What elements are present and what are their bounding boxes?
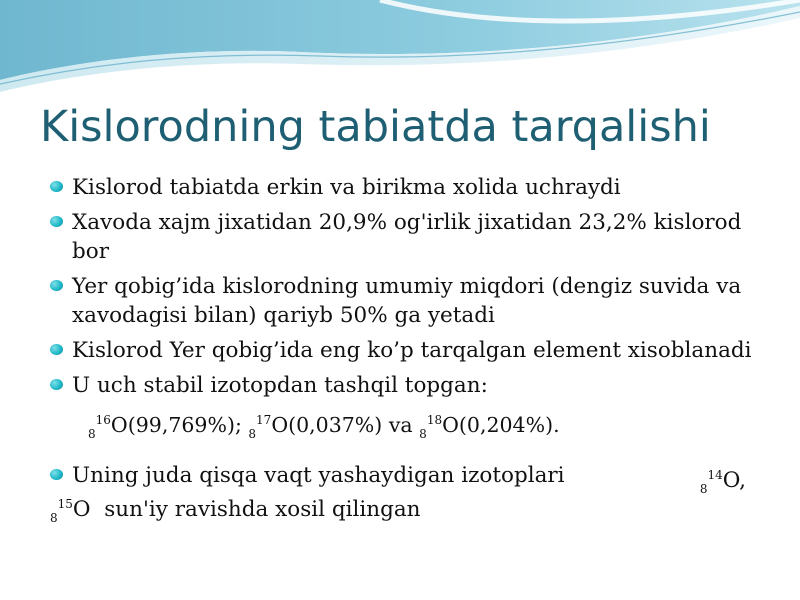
punctuation: , (739, 468, 746, 493)
bullet-text: Kislorod tabiatda erkin va birikma xolida uchraydi (72, 175, 621, 200)
atomic-number: 8 (419, 427, 427, 441)
bullet-dot-icon (50, 379, 63, 390)
element-symbol: O (110, 413, 128, 437)
slide-content (50, 173, 770, 539)
isotope-o16 (88, 413, 242, 441)
bullet-text: Kislorod Yer qobig’ida eng ko’p tarqalgan element xisoblanadi (72, 338, 752, 363)
mass-number: 17 (256, 413, 272, 427)
bullet-text: Xavoda xajm jixatidan 20,9% og'irlik jixatidan 23,2% kislorod bor (72, 210, 742, 264)
bullet-dot-icon (50, 181, 63, 192)
bullet-item (50, 173, 770, 202)
bullet-item-last (50, 461, 770, 533)
abundance-value: (0,204%). (458, 413, 560, 437)
atomic-number: 8 (50, 511, 58, 525)
isotopes-formula-line (50, 406, 770, 449)
bullet-line (72, 461, 770, 496)
header-wave-decoration (0, 0, 800, 100)
bullet-item (50, 371, 770, 400)
bullet-line-continued (50, 490, 770, 533)
element-symbol: O (722, 468, 740, 493)
bullet-dot-icon (50, 344, 63, 355)
element-symbol: O (271, 413, 289, 437)
isotope-o15 (50, 497, 91, 525)
bullet-text: sun'iy ravishda xosil qilingan (104, 497, 421, 522)
bullet-item (50, 272, 770, 330)
mass-number: 14 (707, 468, 723, 482)
bullet-item (50, 336, 770, 365)
bullet-dot-icon (50, 216, 63, 227)
element-symbol: O (442, 413, 459, 437)
abundance-value: (99,769%); (127, 413, 242, 437)
atomic-number: 8 (248, 427, 257, 441)
isotope-o17 (248, 413, 383, 441)
atomic-number: 8 (88, 427, 96, 441)
bullet-item (50, 208, 770, 266)
bullet-dot-icon (50, 280, 63, 291)
mass-number: 15 (57, 497, 73, 511)
abundance-value: (0,037%) (288, 413, 383, 437)
conjunction-text: va (388, 413, 413, 437)
atomic-number: 8 (699, 482, 708, 496)
bullet-text: U uch stabil izotopdan tashqil topgan: (72, 373, 488, 398)
slide-title: Kislorodning tabiatda tarqalishi (40, 102, 711, 152)
bullet-dot-icon (50, 469, 63, 480)
isotope-o18 (419, 413, 560, 441)
mass-number: 16 (95, 413, 111, 427)
isotope-o14 (700, 461, 746, 504)
element-symbol: O (72, 497, 91, 522)
bullet-text: Yer qobig’ida kislorodning umumiy miqdori (dengiz suvida va xavodagisi bilan) qariyb 50% ga yetadi (72, 274, 742, 328)
bullet-text: Uning juda qisqa vaqt yashaydigan izotoplari (72, 463, 565, 488)
mass-number: 18 (426, 413, 443, 427)
